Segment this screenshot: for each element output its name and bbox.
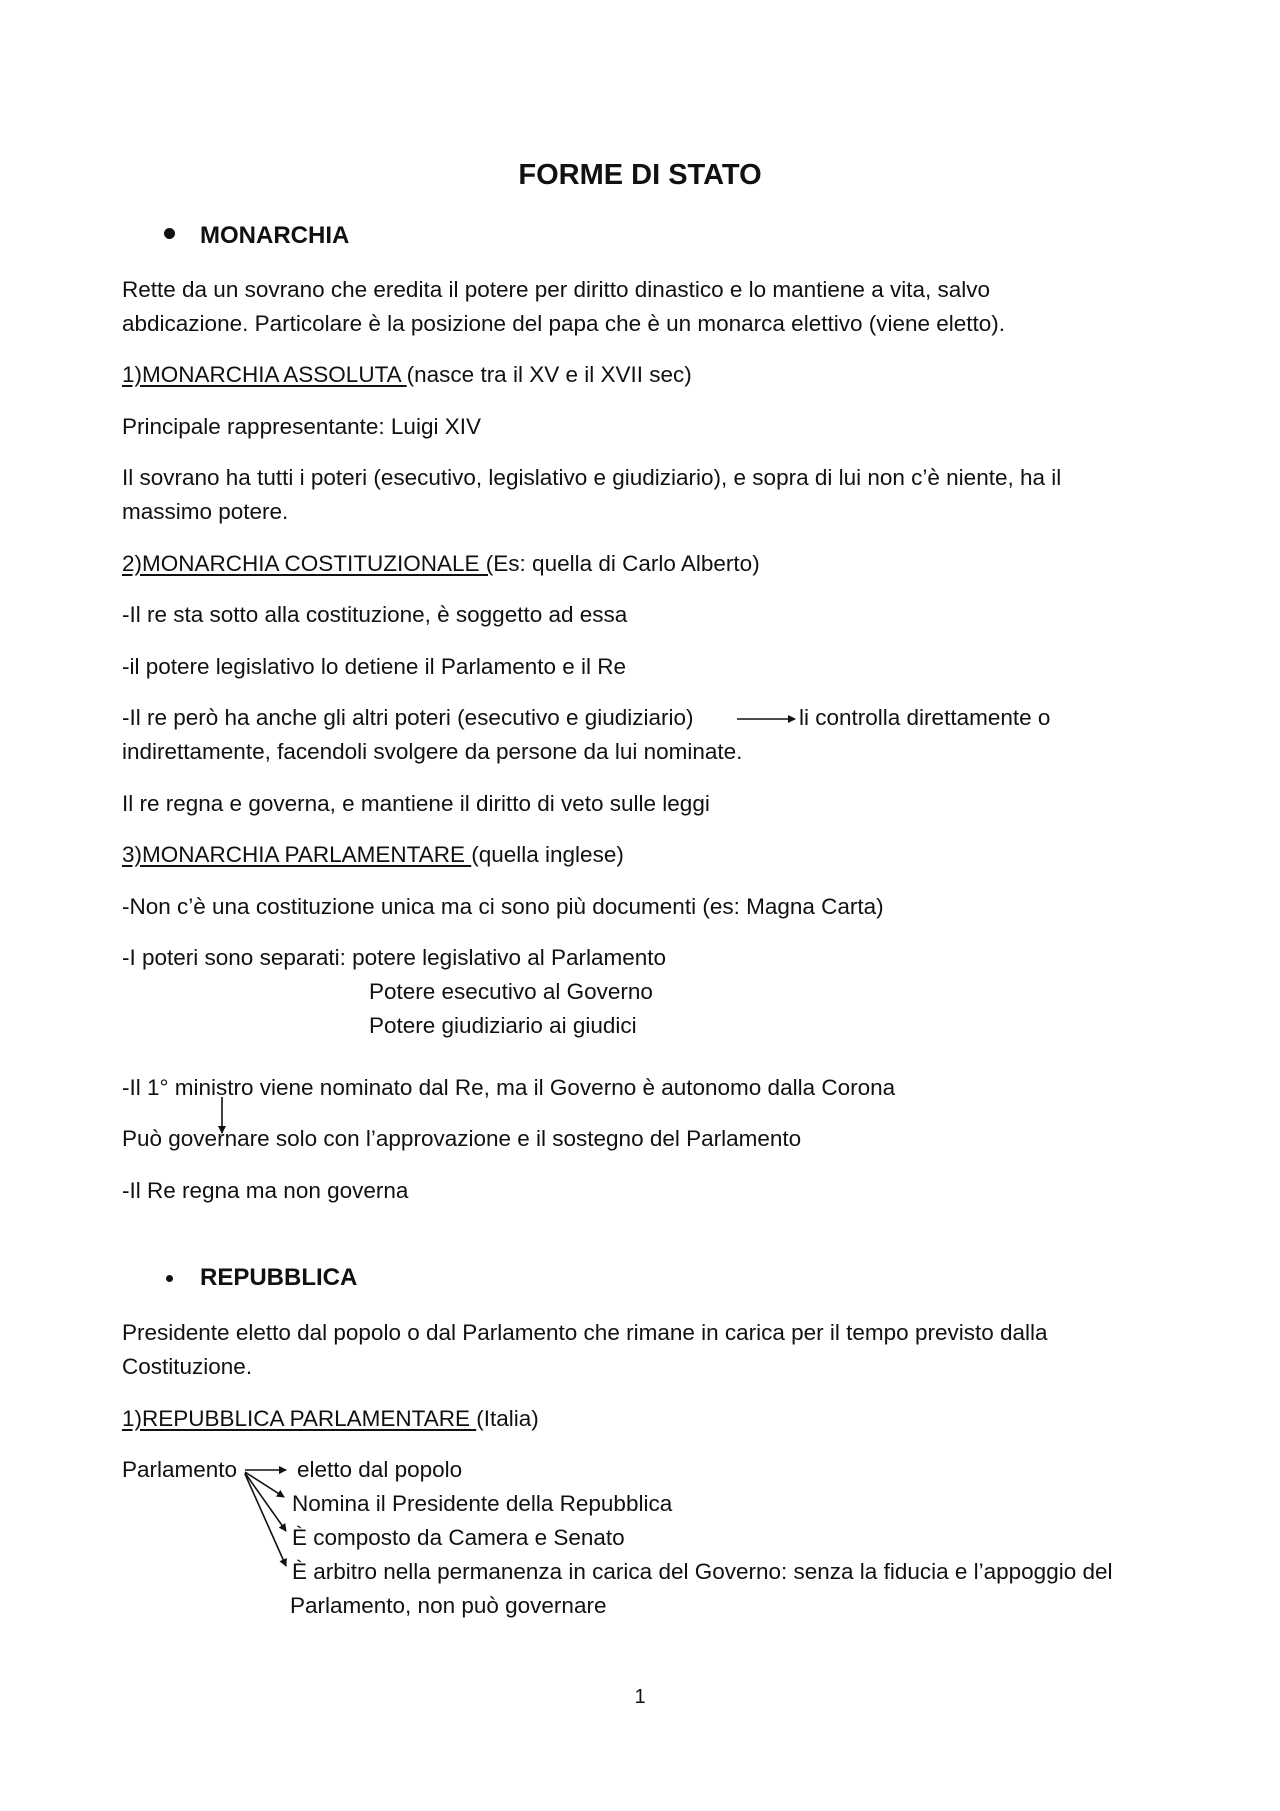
monarchia-intro-line2: abdicazione. Particolare è la posizione del papa che è un monarca elettivo (viene eletto).	[122, 311, 1006, 336]
repubblica-intro-line1: Presidente eletto dal popolo o dal Parlamento che rimane in carica per il tempo previsto dalla	[122, 1320, 1048, 1345]
bullet-icon	[164, 228, 175, 239]
parlamentare-point3: -Il 1° ministro viene nominato dal Re, ma il Governo è autonomo dalla Corona	[122, 1075, 896, 1100]
costituzionale-heading	[122, 547, 760, 581]
assoluta-desc-line2: massimo potere.	[122, 499, 289, 524]
branch-arrow-icon	[245, 1474, 286, 1566]
costituzionale-point1: -Il re sta sotto alla costituzione, è soggetto ad essa	[122, 602, 628, 627]
parlamentare-point2b: Potere esecutivo al Governo	[369, 979, 653, 1004]
page-number: 1	[634, 1686, 646, 1708]
bullet-icon	[166, 1275, 173, 1282]
repubblica-parlamentare-heading	[122, 1402, 539, 1436]
repubblica-parlamentare-label: 1)REPUBBLICA PARLAMENTARE	[122, 1406, 477, 1431]
parlamento-branch3: È composto da Camera e Senato	[292, 1525, 625, 1550]
parlamentare-note: (quella inglese)	[471, 842, 624, 867]
costituzionale-point4: Il re regna e governa, e mantiene il diritto di veto sulle leggi	[122, 791, 710, 816]
branch-arrow-icon	[245, 1472, 284, 1497]
costituzionale-point3b: li controlla direttamente o	[799, 705, 1051, 730]
parlamento-label: Parlamento	[122, 1457, 238, 1482]
assoluta-label: 1)MONARCHIA ASSOLUTA	[122, 362, 407, 387]
costituzionale-point3c: indirettamente, facendoli svolgere da persone da lui nominate.	[122, 739, 743, 764]
page-title: FORME DI STATO	[518, 159, 762, 191]
parlamentare-heading	[122, 838, 624, 872]
assoluta-desc-line1: Il sovrano ha tutti i poteri (esecutivo, legislativo e giudiziario), e sopra di lui non c’è niente, ha il	[122, 465, 1062, 490]
parlamento-branch2: Nomina il Presidente della Repubblica	[292, 1491, 673, 1516]
costituzionale-note: Es: quella di Carlo Alberto)	[493, 551, 760, 576]
parlamento-branch1: eletto dal popolo	[297, 1457, 463, 1482]
repubblica-parlamentare-note: (Italia)	[476, 1406, 539, 1431]
parlamentare-point1: -Non c’è una costituzione unica ma ci sono più documenti (es: Magna Carta)	[122, 894, 884, 919]
costituzionale-point3a: -Il re però ha anche gli altri poteri (esecutivo e giudiziario)	[122, 705, 694, 730]
parlamentare-label: 3)MONARCHIA PARLAMENTARE	[122, 842, 472, 867]
parlamento-branch4-line2: Parlamento, non può governare	[290, 1593, 607, 1618]
parlamento-branch4-line1: È arbitro nella permanenza in carica del Governo: senza la fiducia e l’appoggio del	[292, 1559, 1113, 1584]
assoluta-note: (nasce tra il XV e il XVII sec)	[406, 362, 692, 387]
parlamentare-point2c: Potere giudiziario ai giudici	[369, 1013, 637, 1038]
branch-arrow-icon	[245, 1473, 286, 1531]
costituzionale-label: 2)MONARCHIA COSTITUZIONALE (	[122, 551, 494, 576]
section-heading-repubblica: REPUBBLICA	[200, 1264, 358, 1291]
parlamentare-point5: -Il Re regna ma non governa	[122, 1178, 409, 1203]
parlamentare-point2a: -I poteri sono separati: potere legislativo al Parlamento	[122, 945, 667, 970]
monarchia-intro-line1: Rette da un sovrano che eredita il potere per diritto dinastico e lo mantiene a vita, salvo	[122, 277, 990, 302]
costituzionale-point2: -il potere legislativo lo detiene il Parlamento e il Re	[122, 654, 627, 679]
repubblica-intro-line2: Costituzione.	[122, 1354, 253, 1379]
section-heading-monarchia: MONARCHIA	[200, 222, 350, 249]
parlamentare-point4: Può governare solo con l’approvazione e il sostegno del Parlamento	[122, 1126, 802, 1151]
assoluta-heading	[122, 358, 692, 392]
assoluta-rappresentante: Principale rappresentante: Luigi XIV	[122, 414, 481, 439]
